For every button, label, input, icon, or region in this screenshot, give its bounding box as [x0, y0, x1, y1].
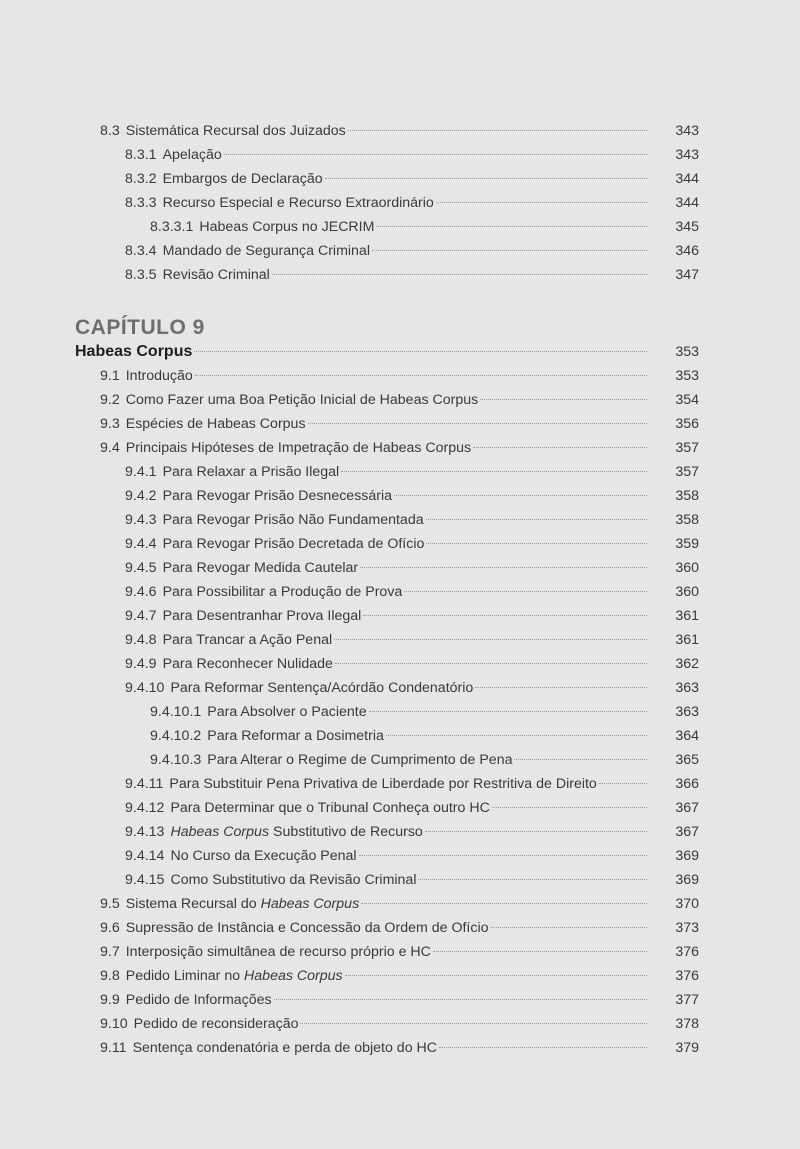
- page-number: 356: [675, 416, 699, 432]
- entry-number: 9.4.13: [125, 824, 165, 840]
- dot-leader: [360, 567, 647, 568]
- dot-leader: [386, 735, 647, 736]
- toc-entry[interactable]: [100, 390, 699, 410]
- entry-title: Para Absolver o Paciente: [207, 704, 367, 720]
- dot-leader: [491, 927, 647, 928]
- page-number: 357: [675, 464, 699, 480]
- toc-entry[interactable]: [125, 558, 699, 578]
- toc-entry[interactable]: [100, 966, 699, 986]
- dot-leader: [300, 1023, 647, 1024]
- entry-number: 9.4.4: [125, 536, 157, 552]
- entry-number: 9.11: [100, 1040, 127, 1056]
- page-number: 363: [675, 704, 699, 720]
- entry-title: Para Reformar Sentença/Acórdão Condenatório: [170, 680, 474, 696]
- toc-entry[interactable]: [100, 918, 699, 938]
- dot-leader: [341, 471, 647, 472]
- entry-title: Para Revogar Prisão Desnecessária: [162, 488, 393, 504]
- dot-leader: [334, 639, 647, 640]
- page-number: 345: [675, 219, 699, 235]
- chapter-title: Habeas Corpus: [75, 343, 193, 360]
- page-number: 361: [675, 632, 699, 648]
- toc-entry[interactable]: [100, 990, 699, 1010]
- entry-number: 9.9: [100, 992, 120, 1008]
- entry-title: Para Desentranhar Prova Ilegal: [162, 608, 362, 624]
- entry-number: 8.3.3: [125, 195, 157, 211]
- entry-title: Para Reconhecer Nulidade: [162, 656, 333, 672]
- toc-entry[interactable]: [125, 510, 699, 530]
- toc-entry[interactable]: [125, 678, 699, 698]
- entry-title: Pedido de Informações: [125, 992, 272, 1008]
- dot-leader: [439, 1047, 647, 1048]
- entry-number: 8.3.5: [125, 267, 157, 283]
- toc-entry[interactable]: [100, 1038, 699, 1058]
- toc-entry[interactable]: [125, 486, 699, 506]
- dot-leader: [433, 951, 647, 952]
- entry-number: 9.4.6: [125, 584, 157, 600]
- entry-number: 9.4.2: [125, 488, 157, 504]
- toc-entry[interactable]: [125, 145, 699, 165]
- entry-title: Habeas Corpus Substitutivo de Recurso: [170, 824, 423, 840]
- toc-entry[interactable]: [100, 942, 699, 962]
- entry-title: Para Possibilitar a Produção de Prova: [162, 584, 403, 600]
- entry-title: Recurso Especial e Recurso Extraordinário: [162, 195, 434, 211]
- dot-leader: [426, 543, 647, 544]
- page-number: 357: [675, 440, 699, 456]
- page-number: 367: [675, 800, 699, 816]
- entry-title: Habeas Corpus no JECRIM: [199, 219, 375, 235]
- dot-leader: [195, 375, 647, 376]
- entry-number: 9.4.15: [125, 872, 165, 888]
- dot-leader: [308, 423, 647, 424]
- toc-entry[interactable]: [150, 217, 699, 237]
- dot-leader: [348, 130, 647, 131]
- toc-entry[interactable]: [125, 241, 699, 261]
- toc-entry[interactable]: [125, 822, 699, 842]
- entry-title: Para Revogar Prisão Decretada de Ofício: [162, 536, 425, 552]
- dot-leader: [272, 274, 647, 275]
- entry-number: 9.4.10.3: [150, 752, 202, 768]
- toc-entry[interactable]: [125, 265, 699, 285]
- entry-number: 9.4.8: [125, 632, 157, 648]
- dot-leader: [194, 351, 647, 352]
- chapter-label: CAPÍTULO 9: [75, 316, 205, 339]
- dot-leader: [475, 687, 647, 688]
- entry-number: 9.6: [100, 920, 120, 936]
- toc-entry[interactable]: [125, 169, 699, 189]
- entry-title: Para Determinar que o Tribunal Conheça outro HC: [170, 800, 490, 816]
- page-number: 376: [675, 968, 699, 984]
- entry-number: 8.3.1: [125, 147, 157, 163]
- page-number: 354: [675, 392, 699, 408]
- page-number: 360: [675, 584, 699, 600]
- entry-number: 9.7: [100, 944, 120, 960]
- toc-entry[interactable]: [125, 846, 699, 866]
- page-number: 344: [675, 195, 699, 211]
- entry-number: 9.1: [100, 368, 120, 384]
- entry-title: Apelação: [162, 147, 222, 163]
- toc-entry[interactable]: [125, 582, 699, 602]
- dot-leader: [473, 447, 647, 448]
- page-number: 363: [675, 680, 699, 696]
- toc-entry[interactable]: [150, 726, 699, 746]
- page-number: 347: [675, 267, 699, 283]
- entry-title: Espécies de Habeas Corpus: [125, 416, 306, 432]
- entry-title: No Curso da Execução Penal: [170, 848, 357, 864]
- toc-entry[interactable]: [150, 702, 699, 722]
- entry-number: 9.4.10: [125, 680, 165, 696]
- entry-number: 8.3.3.1: [150, 219, 194, 235]
- dot-leader: [224, 154, 647, 155]
- entry-number: 9.4: [100, 440, 120, 456]
- toc-entry[interactable]: [125, 654, 699, 674]
- page-number: 361: [675, 608, 699, 624]
- page-number: 367: [675, 824, 699, 840]
- toc-entry[interactable]: [125, 534, 699, 554]
- dot-leader: [426, 519, 647, 520]
- toc-entry[interactable]: [100, 438, 699, 458]
- entry-title: Sentença condenatória e perda de objeto do HC: [132, 1040, 438, 1056]
- entry-number: 9.4.11: [125, 776, 164, 792]
- page-number: 378: [675, 1016, 699, 1032]
- entry-number: 9.2: [100, 392, 120, 408]
- dot-leader: [480, 399, 647, 400]
- dot-leader: [599, 783, 647, 784]
- page-number: 343: [675, 123, 699, 139]
- entry-title: Como Fazer uma Boa Petição Inicial de Habeas Corpus: [125, 392, 479, 408]
- entry-number: 9.4.3: [125, 512, 157, 528]
- dot-leader: [514, 759, 647, 760]
- dot-leader: [363, 615, 647, 616]
- entry-number: 9.4.1: [125, 464, 157, 480]
- toc-entry[interactable]: [125, 606, 699, 626]
- entry-title: Para Revogar Prisão Não Fundamentada: [162, 512, 424, 528]
- entry-number: 9.4.5: [125, 560, 157, 576]
- page-number: 365: [675, 752, 699, 768]
- entry-title: Como Substitutivo da Revisão Criminal: [170, 872, 417, 888]
- page-number: 344: [675, 171, 699, 187]
- page-number: 358: [675, 512, 699, 528]
- entry-number: 8.3.2: [125, 171, 157, 187]
- dot-leader: [492, 807, 647, 808]
- dot-leader: [369, 711, 647, 712]
- page-number: 360: [675, 560, 699, 576]
- entry-title: Principais Hipóteses de Impetração de Habeas Corpus: [125, 440, 472, 456]
- page-number: 379: [675, 1040, 699, 1056]
- toc-entry[interactable]: [100, 1014, 699, 1034]
- page-number: 362: [675, 656, 699, 672]
- entry-title: Para Revogar Medida Cautelar: [162, 560, 359, 576]
- page-number: 358: [675, 488, 699, 504]
- dot-leader: [436, 202, 647, 203]
- page-number: 369: [675, 848, 699, 864]
- entry-title: Introdução: [125, 368, 193, 384]
- entry-number: 8.3.4: [125, 243, 157, 259]
- entry-title: Revisão Criminal: [162, 267, 270, 283]
- dot-leader: [425, 831, 647, 832]
- toc-entry[interactable]: [125, 193, 699, 213]
- entry-number: 9.3: [100, 416, 120, 432]
- toc-entry[interactable]: [100, 414, 699, 434]
- dot-leader: [274, 999, 647, 1000]
- page-number: 376: [675, 944, 699, 960]
- entry-title: Supressão de Instância e Concessão da Ordem de Ofício: [125, 920, 489, 936]
- dot-leader: [376, 226, 647, 227]
- toc-entry[interactable]: [100, 366, 699, 386]
- entry-number: 8.3: [100, 123, 120, 139]
- page-number: 370: [675, 896, 699, 912]
- toc-entry[interactable]: [100, 894, 699, 914]
- toc-entry[interactable]: [100, 121, 699, 141]
- entry-title: Interposição simultânea de recurso próprio e HC: [125, 944, 431, 960]
- entry-title: Sistema Recursal do Habeas Corpus: [125, 896, 360, 912]
- dot-leader: [345, 975, 647, 976]
- entry-title: Para Trancar a Ação Penal: [162, 632, 333, 648]
- page-number: 366: [675, 776, 699, 792]
- entry-title: Pedido de reconsideração: [133, 1016, 299, 1032]
- toc-entry[interactable]: [125, 798, 699, 818]
- entry-title: Para Alterar o Regime de Cumprimento de Pena: [207, 752, 513, 768]
- dot-leader: [372, 250, 647, 251]
- page-number: 353: [675, 344, 699, 360]
- entry-number: 9.5: [100, 896, 120, 912]
- entry-title: Para Relaxar a Prisão Ilegal: [162, 464, 340, 480]
- dot-leader: [394, 495, 647, 496]
- dot-leader: [335, 663, 647, 664]
- toc-entry[interactable]: [125, 774, 699, 794]
- entry-number: 9.10: [100, 1016, 128, 1032]
- page-number: 359: [675, 536, 699, 552]
- entry-title: Pedido Liminar no Habeas Corpus: [125, 968, 343, 984]
- entry-title: Para Reformar a Dosimetria: [207, 728, 384, 744]
- dot-leader: [359, 855, 647, 856]
- toc-entry[interactable]: [125, 462, 699, 482]
- page-number: 364: [675, 728, 699, 744]
- page-number: 353: [675, 368, 699, 384]
- page-number: 346: [675, 243, 699, 259]
- entry-title: Para Substituir Pena Privativa de Liberdade por Restritiva de Direito: [169, 776, 597, 792]
- entry-number: 9.4.14: [125, 848, 165, 864]
- entry-number: 9.4.7: [125, 608, 157, 624]
- toc-entry[interactable]: [125, 630, 699, 650]
- entry-title: Embargos de Declaração: [162, 171, 323, 187]
- entry-number: 9.8: [100, 968, 120, 984]
- dot-leader: [325, 178, 647, 179]
- dot-leader: [404, 591, 647, 592]
- entry-title: Mandado de Segurança Criminal: [162, 243, 370, 259]
- page-number: 343: [675, 147, 699, 163]
- entry-number: 9.4.10.2: [150, 728, 202, 744]
- dot-leader: [361, 903, 647, 904]
- entry-number: 9.4.10.1: [150, 704, 202, 720]
- page-number: 377: [675, 992, 699, 1008]
- toc-entry[interactable]: [150, 750, 699, 770]
- entry-number: 9.4.12: [125, 800, 165, 816]
- entry-number: 9.4.9: [125, 656, 157, 672]
- toc-entry[interactable]: [125, 870, 699, 890]
- entry-title: Sistemática Recursal dos Juizados: [125, 123, 346, 139]
- page-number: 373: [675, 920, 699, 936]
- dot-leader: [418, 879, 647, 880]
- chapter-title-row[interactable]: [75, 342, 699, 362]
- page-number: 369: [675, 872, 699, 888]
